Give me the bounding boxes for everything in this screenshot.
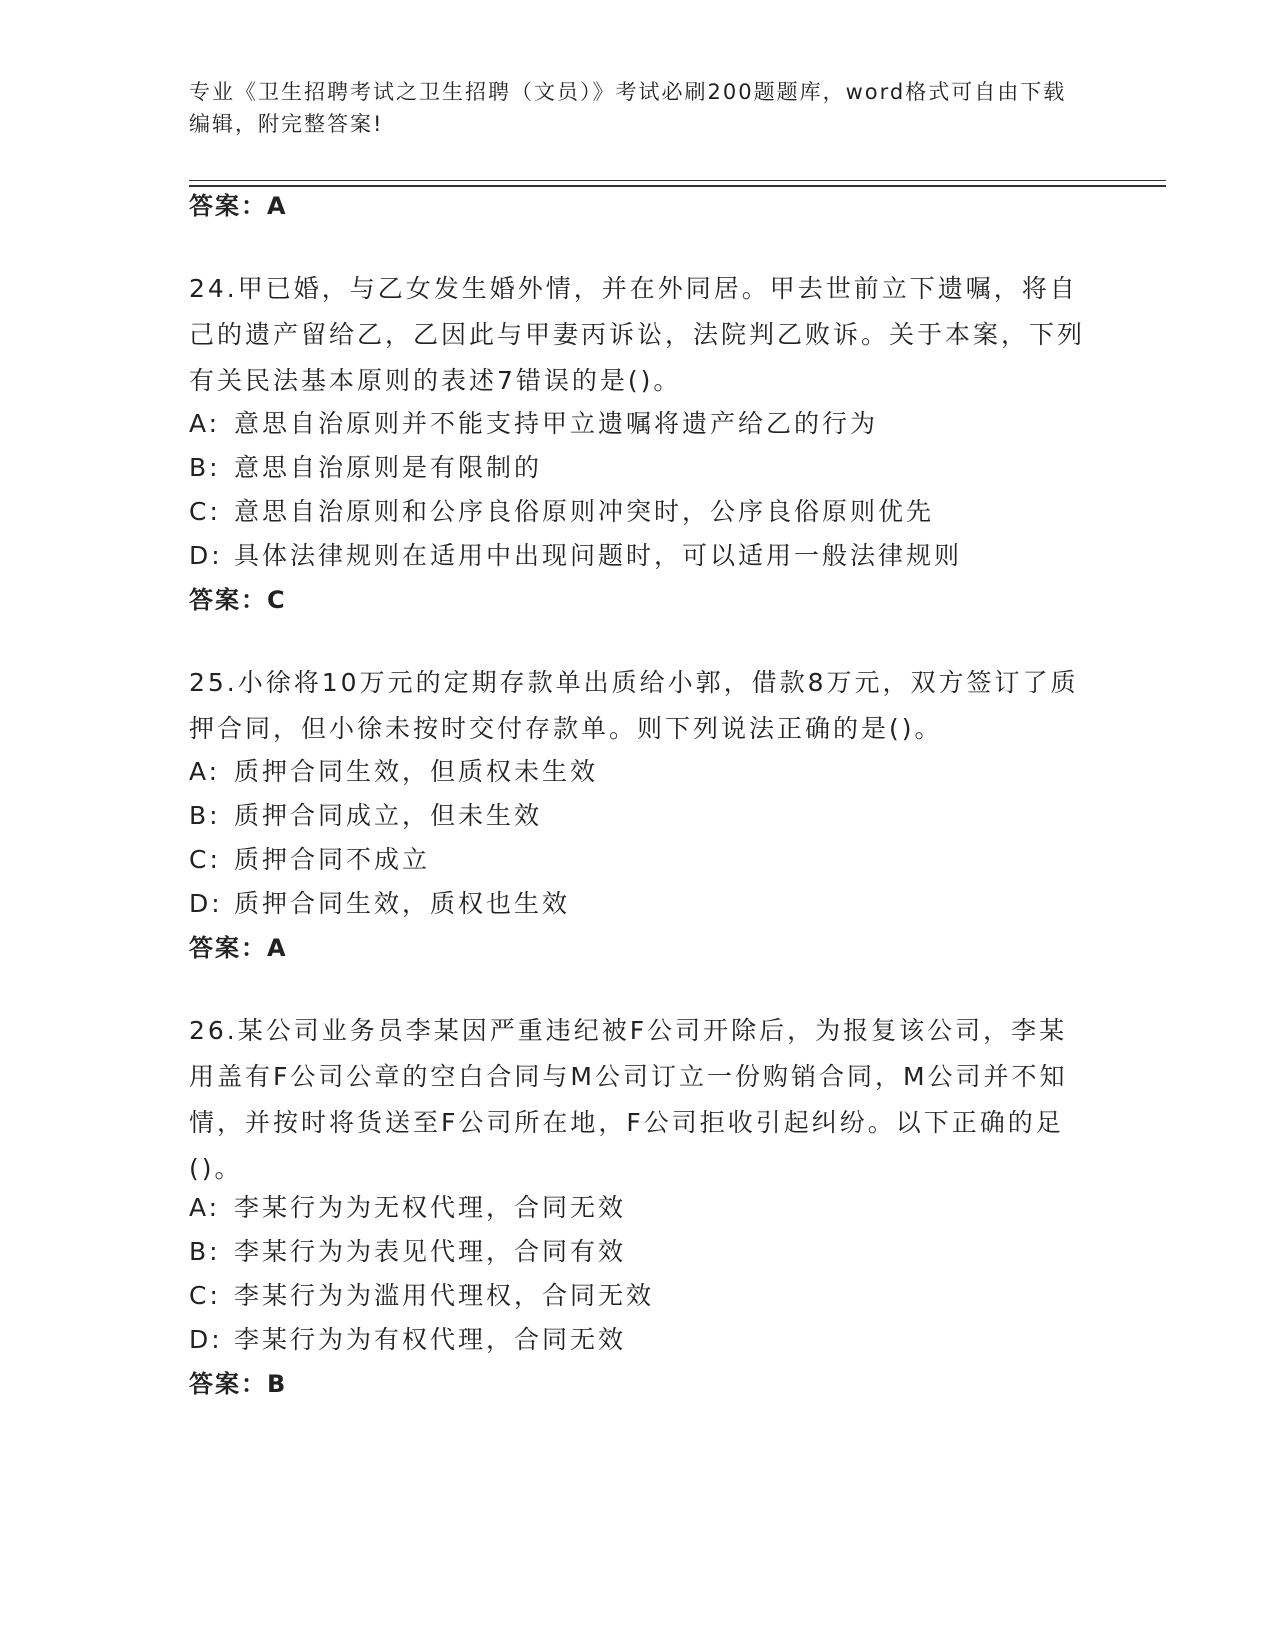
option-key: A: [189, 1193, 221, 1222]
question-26-option-a [189, 1188, 626, 1224]
option-text: 质押合同生效，质权也生效 [234, 889, 571, 918]
previous-answer: 答案：A [189, 192, 288, 220]
option-key: D: [189, 889, 223, 918]
header-divider-thin [189, 180, 1166, 181]
option-key: A: [189, 409, 221, 438]
question-24-option-c [189, 492, 934, 528]
question-24-option-a [189, 404, 878, 440]
question-25-stem: 25.小徐将10万元的定期存款单出质给小郭，借款8万元，双方签订了质押合同，但小徐未按时交付存款单。则下列说法正确的是()。 [189, 668, 1079, 743]
option-text: 意思自治原则是有限制的 [234, 453, 543, 482]
option-text: 具体法律规则在适用中出现问题时，可以适用一般法律规则 [234, 541, 963, 570]
question-24-option-d [189, 536, 962, 572]
option-text: 李某行为为有权代理，合同无效 [234, 1325, 627, 1354]
question-24-answer: 答案：C [189, 586, 287, 614]
question-25-option-c [189, 840, 430, 876]
option-text: 意思自治原则并不能支持甲立遗嘱将遗产给乙的行为 [234, 409, 879, 438]
question-25-option-b [189, 796, 542, 832]
document-header: 专业《卫生招聘考试之卫生招聘（文员）》考试必刷200题题库，word格式可自由下载编辑，附完整答案! [189, 80, 1067, 136]
question-26-option-b [189, 1232, 626, 1268]
option-key: B: [189, 453, 221, 482]
option-text: 意思自治原则和公序良俗原则冲突时，公序良俗原则优先 [234, 497, 935, 526]
option-text: 李某行为为表见代理，合同有效 [234, 1237, 627, 1266]
option-text: 李某行为为滥用代理权，合同无效 [234, 1281, 655, 1310]
question-25-option-d [189, 884, 570, 920]
question-26-option-c [189, 1276, 654, 1312]
option-key: D: [189, 1325, 223, 1354]
option-key: C: [189, 845, 221, 874]
question-24-stem: 24.甲已婚，与乙女发生婚外情，并在外同居。甲去世前立下遗嘱，将自己的遗产留给乙，乙因此与甲妻丙诉讼，法院判乙败诉。关于本案，下列有关民法基本原则的表述7错误的是()。 [189, 274, 1086, 395]
option-key: C: [189, 497, 221, 526]
question-26-option-d [189, 1320, 626, 1356]
question-24-option-b [189, 448, 542, 484]
question-25-option-a [189, 752, 598, 788]
option-key: A: [189, 757, 221, 786]
header-divider-thick [189, 185, 1166, 187]
option-key: C: [189, 1281, 221, 1310]
option-key: D: [189, 541, 223, 570]
question-25-answer: 答案：A [189, 934, 288, 962]
option-text: 质押合同生效，但质权未生效 [234, 757, 599, 786]
option-key: B: [189, 1237, 221, 1266]
option-text: 李某行为为无权代理，合同无效 [234, 1193, 627, 1222]
option-key: B: [189, 801, 221, 830]
option-text: 质押合同不成立 [234, 845, 431, 874]
question-26-answer: 答案：B [189, 1370, 288, 1398]
option-text: 质押合同成立，但未生效 [234, 801, 543, 830]
question-26-stem: 26.某公司业务员李某因严重违纪被F公司开除后，为报复该公司，李某用盖有F公司公章的空白合同与M公司订立一份购销合同，M公司并不知情，并按时将货送至F公司所在地，F公司拒收引起纠纷。以下正确的足()。 [189, 1016, 1068, 1183]
